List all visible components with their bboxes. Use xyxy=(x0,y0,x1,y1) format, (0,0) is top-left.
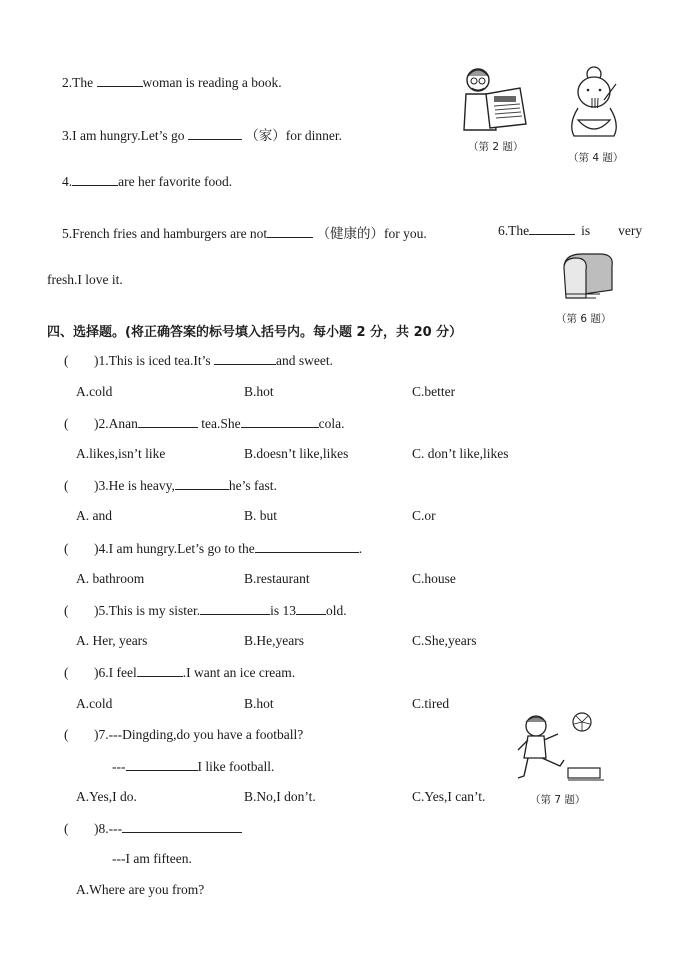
q5-option-c: C.She,years xyxy=(412,633,477,648)
section-4-heading: 四、选择题。(将正确答案的标号填入括号内。每小题 2 分，共 20 分） xyxy=(47,325,463,340)
answer-bracket[interactable]: ( xyxy=(64,353,69,368)
q2-text: 2.The xyxy=(62,75,94,90)
answer-bracket[interactable]: ( xyxy=(64,727,69,742)
q6-option-a: A.cold xyxy=(76,696,113,711)
q8-stem: )8.--- xyxy=(94,821,123,836)
football-boy-illustration xyxy=(514,710,606,784)
q7-dash: --- xyxy=(112,759,126,774)
answer-blank[interactable] xyxy=(188,127,242,140)
mc-question-2 xyxy=(64,415,345,432)
answer-blank[interactable] xyxy=(72,173,118,186)
answer-blank xyxy=(296,602,326,615)
answer-bracket[interactable]: ( xyxy=(64,665,69,680)
q5-hint: （健康的）for you. xyxy=(316,226,427,241)
q4-option-b: B.restaurant xyxy=(244,571,310,586)
mc-question-7 xyxy=(64,727,303,743)
q2-option-b: B.doesn’t like,likes xyxy=(244,446,349,461)
q3-option-b: B. but xyxy=(244,508,278,523)
q2-text-end: woman is reading a book. xyxy=(142,75,282,90)
question-6 xyxy=(498,222,642,239)
mc-question-4 xyxy=(64,540,362,557)
q2-stem-mid: tea.She xyxy=(201,416,241,431)
caption-q2: （第 2 题） xyxy=(468,141,524,153)
q5-stem-end: old. xyxy=(326,603,347,618)
caption-q7: （第 7 题） xyxy=(530,794,586,806)
answer-blank xyxy=(255,540,359,553)
q6-stem: )6.I feel xyxy=(94,665,137,680)
answer-blank xyxy=(241,415,319,428)
noodles-eater-illustration xyxy=(564,64,624,142)
q4-text: are her favorite food. xyxy=(118,174,233,189)
q7-option-b: B.No,I don’t. xyxy=(244,789,316,804)
answer-blank xyxy=(137,664,183,677)
q4-stem: )4.I am hungry.Let’s go to the xyxy=(94,541,255,556)
q3-hint: （家）for dinner. xyxy=(245,128,342,143)
newspaper-man-illustration xyxy=(460,66,532,134)
q3-stem-end: he’s fast. xyxy=(228,478,277,493)
mc-question-1 xyxy=(64,352,333,369)
q6-option-b: B.hot xyxy=(244,696,274,711)
answer-blank xyxy=(122,820,242,833)
answer-blank xyxy=(214,352,276,365)
answer-blank xyxy=(200,602,270,615)
q7-option-c: C.Yes,I can’t. xyxy=(412,789,486,804)
q5-option-b: B.He,years xyxy=(244,633,304,648)
q5-stem-mid: is 13 xyxy=(270,603,297,618)
q6-text-is: is xyxy=(581,223,591,238)
question-4 xyxy=(62,173,232,190)
q6-text-very: very xyxy=(618,223,643,238)
question-3 xyxy=(62,124,342,144)
answer-bracket[interactable]: ( xyxy=(64,541,69,556)
q2-stem-end: cola. xyxy=(318,416,345,431)
q1-stem-end: and sweet. xyxy=(275,353,333,368)
question-5 xyxy=(62,222,427,242)
bread-illustration xyxy=(560,250,616,302)
answer-blank[interactable] xyxy=(267,225,313,238)
q4-number: 4. xyxy=(62,174,73,189)
q4-option-c: C.house xyxy=(412,571,456,586)
answer-blank xyxy=(126,758,198,771)
q4-option-a: A. bathroom xyxy=(76,571,145,586)
q3-option-c: C.or xyxy=(412,508,436,523)
q7-option-a: A.Yes,I do. xyxy=(76,789,137,804)
answer-blank xyxy=(175,477,229,490)
q8-reply: ---I am fifteen. xyxy=(112,851,192,866)
answer-bracket[interactable]: ( xyxy=(64,478,69,493)
q7-reply xyxy=(112,758,274,775)
q6-stem-end: .I want an ice cream. xyxy=(182,665,296,680)
q3-option-a: A. and xyxy=(76,508,112,523)
q7-stem: )7.---Dingding,do you have a football? xyxy=(94,727,304,742)
question-2 xyxy=(62,74,282,91)
q2-option-c: C. don’t like,likes xyxy=(412,446,509,461)
q3-stem: )3.He is heavy, xyxy=(94,478,175,493)
q5-stem: )5.This is my sister. xyxy=(94,603,201,618)
answer-blank xyxy=(138,415,198,428)
q2-option-a: A.likes,isn’t like xyxy=(76,446,166,461)
answer-blank[interactable] xyxy=(97,74,143,87)
q1-option-b: B.hot xyxy=(244,384,274,399)
mc-question-8 xyxy=(64,820,242,837)
mc-question-3 xyxy=(64,477,277,494)
q8-option-a: A.Where are you from? xyxy=(76,882,205,897)
q6-option-c: C.tired xyxy=(412,696,450,711)
q3-text: 3.I am hungry.Let’s go xyxy=(62,128,185,143)
q5-option-a: A. Her, years xyxy=(76,633,148,648)
q7-reply-end: I like football. xyxy=(197,759,275,774)
mc-question-6 xyxy=(64,664,295,681)
q1-option-a: A.cold xyxy=(76,384,113,399)
caption-q6: （第 6 题） xyxy=(556,313,612,325)
caption-q4: （第 4 题） xyxy=(568,152,624,164)
mc-question-5 xyxy=(64,602,347,619)
q4-stem-end: . xyxy=(358,541,363,556)
question-6-cont: fresh.I love it. xyxy=(47,272,123,287)
q2-stem: )2.Anan xyxy=(94,416,138,431)
q1-option-c: C.better xyxy=(412,384,456,399)
q5-text: 5.French fries and hamburgers are not xyxy=(62,226,268,241)
q6-text: 6.The xyxy=(498,223,530,238)
answer-bracket[interactable]: ( xyxy=(64,821,69,836)
answer-bracket[interactable]: ( xyxy=(64,416,69,431)
answer-blank[interactable] xyxy=(529,222,575,235)
answer-bracket[interactable]: ( xyxy=(64,603,69,618)
q1-stem: )1.This is iced tea.It’s xyxy=(94,353,211,368)
